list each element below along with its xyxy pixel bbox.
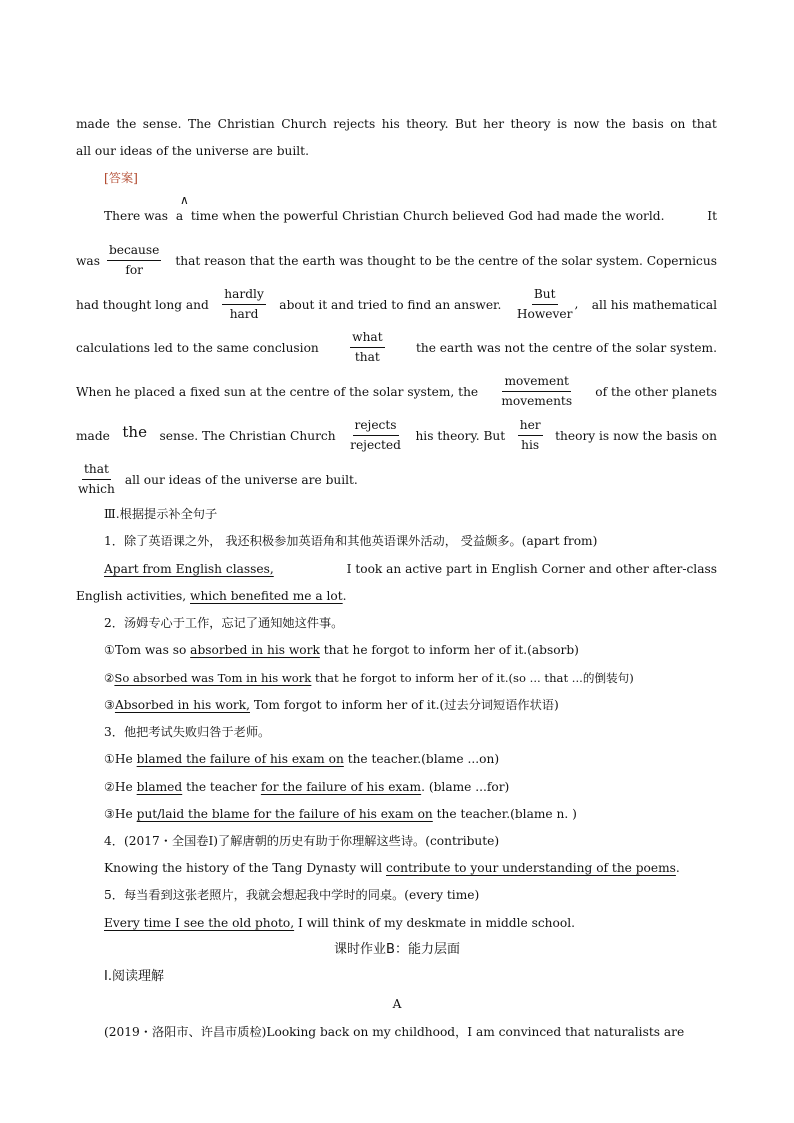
inserted-word: a (175, 209, 184, 223)
passage-line: (2019・洛阳市、许昌市质检)Looking back on my childhood，I am convinced that naturalists are (104, 1025, 685, 1039)
passage-word: made (76, 117, 110, 131)
passage-line (76, 116, 717, 132)
passage-word: on (670, 117, 686, 131)
correction: $\frac{\text{hardly}}{\text{hard}}$ (224, 287, 264, 321)
answer-fill: for the failure of his exam (260, 780, 422, 794)
answer-fill: blamed (136, 780, 183, 794)
answer-text: sense. The Christian Church (159, 428, 336, 443)
answer-text: had thought long and (76, 297, 209, 312)
answer-text: calculations led to the same conclusion (76, 340, 319, 355)
passage-word: But (454, 117, 477, 131)
answer-line (104, 561, 717, 577)
correction: $\frac{\text{But}}{\text{However}}$ (516, 287, 573, 321)
correction: $\frac{\text{because}}{\text{for}}$ (108, 243, 160, 277)
answer-line: had thought long and $\frac{\text{hardly}}{\text{hard}}$ about it and tried to find an answer. $\frac{\text{But}}{\text{However}}$ , all his mathematical (76, 287, 717, 321)
passage-label: A (392, 997, 402, 1011)
correction: $\frac{\text{that}}{\text{which}}$ (78, 462, 115, 496)
answer-text: about it and tried to find an answer. (279, 297, 502, 312)
answer-text: all our ideas of the universe are built. (124, 472, 358, 487)
correction: $\frac{\text{what}}{\text{that}}$ (352, 330, 383, 364)
question-prompt: 3．他把考试失败归咎于老师。 (104, 725, 271, 739)
answer-line: ③He put/laid the blame for the failure of his exam on the teacher.(blame n. ) (104, 807, 577, 821)
answer-fill: So absorbed was Tom in his work (114, 671, 312, 685)
answer-text: When he placed a fixed sun at the centre of the solar system, the (76, 384, 479, 399)
answer-line (76, 330, 717, 365)
answer-text: There was (104, 209, 169, 223)
passage-word: his (381, 117, 400, 131)
inserted-word: the (122, 422, 147, 441)
passage-word: The (187, 117, 212, 131)
answer-fill: Apart from English classes, (104, 562, 274, 576)
answer-text: his theory. But (415, 428, 506, 443)
answer-line: ①Tom was so absorbed in his work that he forgot to inform her of it.(absorb) (104, 643, 579, 657)
question-prompt: 1．除了英语课之外， 我还积极参加英语角和其他英语课外活动， 受益颇多。(apart from) (104, 534, 598, 548)
answer-line: ③Absorbed in his work, Tom forgot to inform her of it.(过去分词短语作状语) (104, 698, 559, 712)
answer-line: ②So absorbed was Tom in his work that he forgot to inform her of it.(so ... that ...的倒装句) (104, 671, 634, 685)
answer-fill: absorbed in his work (190, 643, 320, 657)
insertion-caret: ∧ (180, 193, 189, 207)
passage-word: rejects (333, 117, 376, 131)
passage-word: her (483, 117, 505, 131)
answer-label: [答案] (104, 171, 138, 185)
passage-word: Church (281, 117, 327, 131)
passage-word: theory. (406, 117, 449, 131)
section-heading: Ⅰ.阅读理解 (104, 969, 164, 984)
answer-text: English activities, (76, 589, 187, 603)
answer-line: ①He blamed the failure of his exam on the teacher.(blame ...on) (104, 752, 500, 766)
passage-word: Christian (217, 117, 275, 131)
answer-text: that reason that the earth was thought to be the centre of the solar system. Copernicus (175, 253, 717, 268)
homework-title: 课时作业B：能力层面 (334, 942, 460, 957)
answer-line (76, 462, 358, 497)
passage-word: basis (632, 117, 664, 131)
answer-text: the earth was not the centre of the solar system. (415, 340, 717, 355)
answer-text: time when the powerful Christian Church believed God had made the world. (190, 209, 665, 223)
answer-line (76, 243, 717, 278)
answer-line: Knowing the history of the Tang Dynasty will contribute to your understanding of the poems. (104, 861, 680, 875)
correction: $\frac{\text{rejects}}{\text{rejected}}$ (350, 418, 401, 452)
answer-line (76, 374, 717, 409)
answer-fill: Absorbed in his work, (114, 698, 250, 712)
correction: $\frac{\text{her}}{\text{his}}$ (519, 418, 541, 452)
answer-text: all his mathematical (591, 297, 717, 312)
question-prompt: 4．(2017・全国卷Ⅰ)了解唐朝的历史有助于你理解这些诗。(contribute) (104, 834, 500, 848)
answer-line (76, 418, 717, 453)
answer-line: ②He blamed the teacher for the failure of his exam. (blame ...for) (104, 780, 510, 794)
section-heading: Ⅲ.根据提示补全句子 (104, 507, 218, 521)
question-prompt: 5．每当看到这张老照片，我就会想起我中学时的同桌。(every time) (104, 888, 480, 902)
answer-fill: put/laid the blame for the failure of his exam on (136, 807, 433, 821)
passage-word: the (116, 117, 137, 131)
answer-text: I took an active part in English Corner and other after-class (346, 562, 717, 576)
answer-text: was (76, 253, 100, 268)
answer-text: of the other planets (595, 384, 717, 399)
question-prompt: 2．汤姆专心于工作，忘记了通知她这件事。 (104, 616, 344, 630)
answer-fill: Every time I see the old photo, (104, 916, 295, 930)
passage-word: now (573, 117, 600, 131)
passage-word: theory (510, 117, 551, 131)
answer-fill: which benefited me a lot (190, 589, 343, 603)
passage-word: the (605, 117, 626, 131)
answer-line (104, 208, 717, 224)
answer-fill: blamed the failure of his exam on (136, 752, 344, 766)
passage-word: sense. (142, 117, 182, 131)
passage-word: is (557, 117, 568, 131)
answer-text: It (707, 209, 717, 223)
answer-text: theory is now the basis on (555, 428, 717, 443)
passage-line: all our ideas of the universe are built. (76, 144, 309, 158)
answer-text: made (76, 428, 110, 443)
answer-line: English activities, which benefited me a lot. (76, 589, 347, 603)
answer-line: Every time I see the old photo, I will think of my deskmate in middle school. (104, 916, 575, 930)
answer-fill: contribute to your understanding of the poems (386, 861, 676, 875)
passage-word: that (691, 117, 717, 131)
correction: $\frac{\text{movement}}{\text{movements}}$ (501, 374, 573, 408)
